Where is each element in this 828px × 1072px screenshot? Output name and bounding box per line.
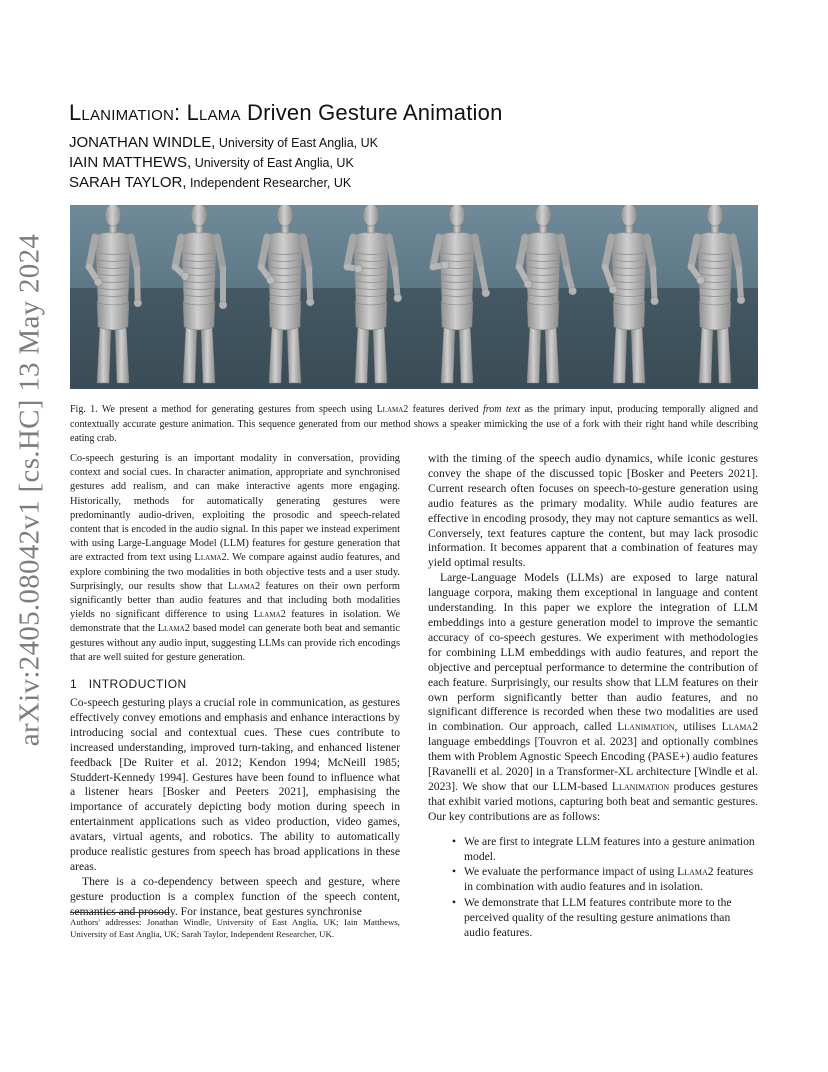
section-heading-introduction	[70, 677, 400, 691]
contributions-list	[428, 835, 758, 941]
author-name: JONATHAN WINDLE,	[69, 134, 216, 151]
arxiv-stamp	[0, 0, 60, 1072]
caption-llama2: Llama2	[376, 404, 409, 415]
title-rest: Driven Gesture Animation	[240, 100, 503, 125]
author-name: IAIN MATTHEWS,	[69, 154, 192, 171]
author-line-2	[69, 154, 354, 171]
intro-paragraph-2: There is a co-dependency between speech and gesture, where gesture production is a complex function of the speech content, semantics and prosody. For instance, beat gestures synchronise	[70, 874, 400, 918]
caption-text: as the primary input, producing temporally aligned and contextually accurate gesture animation. This sequence generated from our method shows a speaker mimicking the use of a fork with their right hand while describing eating crab.	[70, 404, 758, 444]
abstract-text: Co-speech gesturing is an important modality in conversation, providing context and social cues. In character animation, appropriate and synchronised gestures add realism, and can make interactive agents more engaging. Historically, methods for automatically generating gestures were predominantly audio-driven, exploiting the prosodic and speech-related content that is encoded in the audio signal. In this paper we instead experiment with using Large-Language Model (LLM) features for gesture generation that are extracted from text using Llama2. We compare against audio features, and explore combining the two modalities in both objective tests and a user study. Surprisingly, our results show that Llama2 features on their own perform significantly better than audio features and that including both modalities yields no significant difference to using Llama2 features in isolation. We demonstrate that the Llama2 based model can generate both beat and semantic gestures without any audio input, suggesting LLMs can provide rich encodings that are well suited for gesture generation.	[70, 453, 400, 663]
list-item: • We are first to integrate LLM features into a gesture animation model.	[452, 834, 755, 863]
right-column	[428, 452, 758, 942]
caption-text: features derived	[408, 404, 483, 415]
authors-footnote: Authors' addresses: Jonathan Windle, University of East Anglia, UK; Iain Matthews, University of East Anglia, UK; Sarah Taylor, Independent Researcher, UK.	[70, 917, 400, 939]
intro-paragraph-3: with the timing of the speech audio dynamics, while iconic gestures convey the shape of the discussed topic [Bosker and Peeters 2021]. Current research often focuses on speech-to-gesture generation using audio features as the primary modality. While audio features are effective in encoding prosody, they may not capture semantics as well. Conversely, text features capture the content, but may lack prosodic information. It becomes apparent that a combination of features may yield optimal results.	[428, 452, 758, 570]
caption-text: Fig. 1. We present a method for generating gestures from speech using	[70, 404, 377, 415]
author-affiliation: University of East Anglia, UK	[215, 136, 378, 150]
author-affiliation: Independent Researcher, UK	[186, 176, 352, 190]
intro-paragraph-1: Co-speech gesturing plays a crucial role in communication, as gestures effectively convey emotions and emphasis and enhance interactions by introducing social and contextual cues. These cues contribute to increased understanding, improved turn-taking, and enhanced listener feedback [De Ruiter et al. 2012; Kendon 1994; McNeill 1985; Studdert-Kennedy 1994]. Gestures have been found to influence what a listener hears [Bosker and Peeters 2021], emphasising the importance of accurately depicting body motion during speech in entertainment applications such as video production, video games, avatars, virtual agents, and robotics. The ability to automatically produce realistic gestures from speech has broad applications in these areas.	[70, 696, 400, 874]
author-affiliation: University of East Anglia, UK	[191, 156, 354, 170]
section-title: INTRODUCTION	[88, 677, 187, 692]
intro-paragraph-4: Large-Language Models (LLMs) are exposed to large natural language corpora, making them exceptional in language and content understanding. In this paper we explore the integration of LLM embeddings into a gesture generation model to improve the semantic accuracy of co-speech gestures. We experiment with methodologies for combining LLM embeddings with audio features, and report the objective and perceptual performance to determine the contribution of each feature. Surprisingly, our results show that LLM features on their own perform significantly better than audio features, and no significant difference is recorded when these two modalities are used in combination. Our approach, called Llanimation, utilises Llama2 language embeddings [Touvron et al. 2023] and optionally combines them with Problem Agnostic Speech Encoding (PASE+) audio features [Ravanelli et al. 2020] in a Transformer-XL architecture [Windle et al. 2023]. We show that our LLM-based Llanimation produces gestures that exhibit varied motions, capturing both beat and semantic gestures. Our key contributions are as follows:	[428, 571, 758, 823]
paper-title	[69, 100, 503, 126]
figure-1	[70, 205, 758, 389]
list-item: • We evaluate the performance impact of using Llama2 features in combination with audio features and in isolation.	[452, 865, 754, 894]
author-line-1	[69, 134, 378, 151]
arxiv-stamp-text: arXiv:2405.08042v1 [cs.HC] 13 May 2024	[13, 233, 46, 747]
caption-emphasis: from text	[482, 404, 521, 415]
figure-1-image	[70, 205, 758, 389]
section-number: 1	[70, 677, 78, 692]
list-item: • We demonstrate that LLM features contribute more to the perceived quality of the resulting gesture animations than audio features.	[452, 896, 732, 940]
title-llama: Llama	[186, 100, 241, 125]
footnote-rule	[70, 912, 170, 913]
title-colon: :	[174, 100, 187, 125]
figure-caption	[70, 403, 758, 447]
title-llanimation: Llanimation	[69, 100, 174, 125]
author-line-3	[69, 174, 351, 191]
abstract	[70, 452, 400, 665]
author-name: SARAH TAYLOR,	[69, 174, 187, 191]
left-column	[70, 452, 400, 920]
